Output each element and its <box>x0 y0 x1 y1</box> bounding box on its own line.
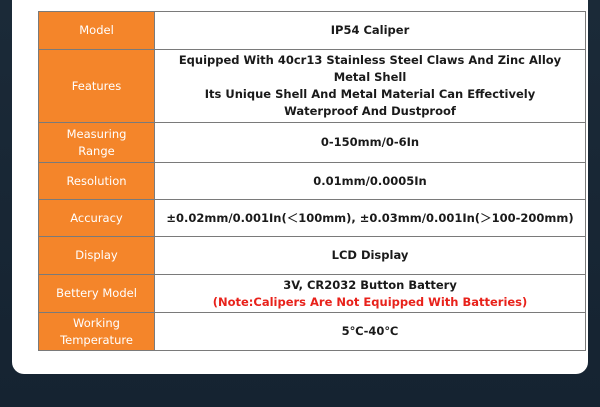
value-line: Its Unique Shell And Metal Material Can Effectively <box>204 87 536 101</box>
table-row <box>39 275 586 313</box>
table-row <box>39 50 586 123</box>
row-value-accuracy <box>155 200 586 237</box>
label-line: Working <box>73 315 120 330</box>
row-value-resolution <box>155 163 586 200</box>
row-value-measuring-range <box>155 123 586 163</box>
battery-note: (Note:Calipers Are Not Equipped With Batteries) <box>212 294 528 309</box>
row-value-features <box>155 50 586 123</box>
value-line: Equipped With 40cr13 Stainless Steel Claws And Zinc Alloy Metal Shell <box>178 53 562 84</box>
table-row <box>39 313 586 351</box>
row-label-battery-model: Bettery Model <box>39 275 155 313</box>
row-label-working-temperature <box>39 313 155 351</box>
table-row <box>39 12 586 50</box>
value-line: ±0.02mm/0.001In(＜100mm), ±0.03mm/0.001In(＞100-200mm) <box>166 210 574 225</box>
row-value-display <box>155 237 586 275</box>
label-line: Temperature <box>60 332 133 347</box>
label-line: Range <box>78 143 115 158</box>
row-label-display: Display <box>39 237 155 275</box>
row-value-model <box>155 12 586 50</box>
value-line: LCD Display <box>331 248 409 262</box>
row-value-working-temperature <box>155 313 586 351</box>
spec-card <box>12 0 588 374</box>
value-line: 0.01mm/0.0005In <box>313 173 427 188</box>
label-line: Measuring <box>66 126 127 141</box>
value-line: 0-150mm/0-6In <box>320 135 420 149</box>
table-row <box>39 237 586 275</box>
value-line: 5℃-40℃ <box>341 324 399 338</box>
row-label-resolution: Resolution <box>39 163 155 200</box>
row-label-features: Features <box>39 50 155 123</box>
row-label-accuracy: Accuracy <box>39 200 155 237</box>
row-label-model: Model <box>39 12 155 50</box>
table-row <box>39 123 586 163</box>
row-value-battery-model <box>155 275 586 313</box>
table-row <box>39 163 586 200</box>
spec-table <box>38 11 586 351</box>
table-row <box>39 200 586 237</box>
row-label-measuring-range <box>39 123 155 163</box>
value-line: Waterproof And Dustproof <box>284 104 456 118</box>
value-line: 3V, CR2032 Button Battery <box>283 277 457 292</box>
value-line: IP54 Caliper <box>330 23 410 37</box>
